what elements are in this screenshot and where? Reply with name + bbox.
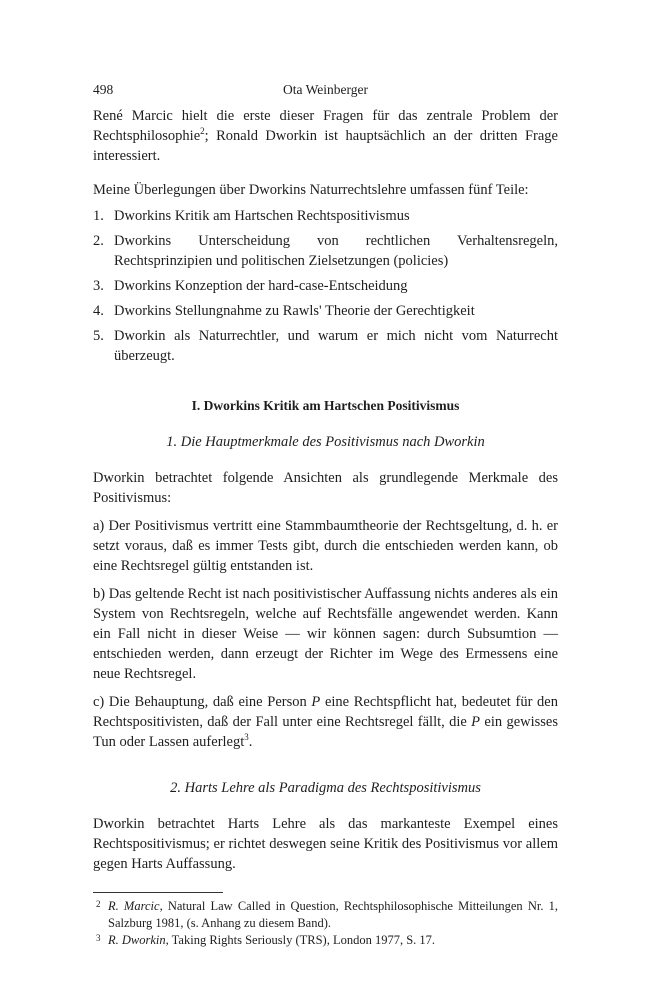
footnote-number: 2 (96, 899, 101, 909)
list-item-text: Dworkins Stellungnahme zu Rawls' Theorie der Gerechtigkeit (114, 303, 475, 319)
list-item (93, 231, 558, 271)
para-c-period: . (248, 734, 253, 750)
footnote-divider (93, 892, 223, 893)
document-page (93, 80, 558, 949)
intro-p1-text: René Marcic hielt die erste dieser Fragen für das zentrale Problem der Rechtsphilosophie (93, 108, 558, 144)
subsection-heading-2: 2. Harts Lehre als Paradigma des Rechtspositivismus (170, 780, 481, 796)
list-item (93, 326, 558, 366)
footnote-number: 3 (96, 933, 101, 943)
list-item-text: Dworkins Unterscheidung von rechtlichen Verhaltensregeln, Rechtsprinzipien und politischen Zielsetzungen (policies) (114, 233, 558, 269)
footnotes (93, 892, 558, 949)
footnote-ref-3[interactable]: 3 (244, 732, 249, 743)
para-c-text: c) Die Behauptung, daß eine Person (93, 694, 312, 710)
intro-paragraph-2: Meine Überlegungen über Dworkins Naturrechtslehre umfassen fünf Teile: (93, 182, 529, 198)
list-item (93, 301, 558, 321)
outline-list (93, 206, 558, 366)
running-header (93, 80, 558, 100)
list-item-number: 1. (93, 208, 104, 224)
list-item-text: Dworkin als Naturrechtler, und warum er mich nicht vom Naturrecht überzeugt. (114, 328, 558, 364)
footnote-text: , Taking Rights Seriously (TRS), London 1977, S. 17. (165, 933, 436, 947)
footnote-author: R. Marcic (108, 899, 160, 913)
section-heading: I. Dworkins Kritik am Hartschen Positivismus (191, 398, 460, 413)
variable-p: P (311, 694, 321, 710)
body-paragraph-2: Dworkin betrachtet Harts Lehre als das markanteste Exempel eines Rechtspositivismus; er richtet deswegen seine Kritik des Positivismus vor allem gegen Harts Auffassung. (93, 816, 558, 872)
footnote (93, 898, 558, 932)
footnote-author: R. Dworkin (108, 933, 166, 947)
variable-p: P (471, 714, 481, 730)
list-item-text: Dworkins Kritik am Hartschen Rechtspositivismus (114, 208, 410, 224)
list-item (93, 206, 558, 226)
list-item-number: 3. (93, 278, 104, 294)
list-item-number: 5. (93, 328, 104, 344)
list-item-number: 4. (93, 303, 104, 319)
footnote-text: , Natural Law Called in Question, Rechtsphilosophische Mitteilungen Nr. 1, Salzburg 1981, (s. Anhang zu diesem Band). (108, 899, 558, 930)
footnote (93, 932, 558, 949)
intro-p1-text-cont: ; Ronald Dworkin ist hauptsächlich an der dritten Frage interessiert. (93, 128, 558, 164)
body-paragraph: Dworkin betrachtet folgende Ansichten als grundlegende Merkmale des Positivismus: (93, 470, 558, 506)
intro-paragraph-1 (93, 106, 558, 166)
list-item-number: 2. (93, 233, 104, 249)
running-head-author: Ota Weinberger (282, 82, 368, 97)
footnote-ref-2[interactable]: 2 (200, 126, 205, 137)
para-c-text-end: ein gewisses Tun oder Lassen auferlegt (93, 714, 558, 750)
para-c-text-cont: eine Rechtspflicht hat, bedeutet für den Rechtspositivisten, daß der Fall unter eine Rechtsregel fällt, die (93, 694, 558, 730)
list-item (93, 276, 558, 296)
subsection-heading-1: 1. Die Hauptmerkmale des Positivismus nach Dworkin (166, 434, 485, 450)
body-paragraph-a: a) Der Positivismus vertritt eine Stammbaumtheorie der Rechtsgeltung, d. h. er setzt voraus, daß es immer Tests gibt, durch die entschieden werden kann, ob eine Rechtsregel gültig entstanden ist. (93, 518, 558, 574)
page-number: 498 (93, 82, 114, 97)
list-item-text: Dworkins Konzeption der hard-case-Entscheidung (114, 278, 408, 294)
body-paragraph-c (93, 692, 558, 752)
body-paragraph-b: b) Das geltende Recht ist nach positivistischer Auffassung nichts anderes als ein System von Rechtsregeln, welche auf Rechtsfälle angewendet werden. Kann ein Fall nicht in dieser Weise — wir können sagen: durch Subsumtion — entschieden werden, dann erzeugt der Richter im Wege des Ermessens eine neue Rechtsregel. (93, 586, 558, 682)
